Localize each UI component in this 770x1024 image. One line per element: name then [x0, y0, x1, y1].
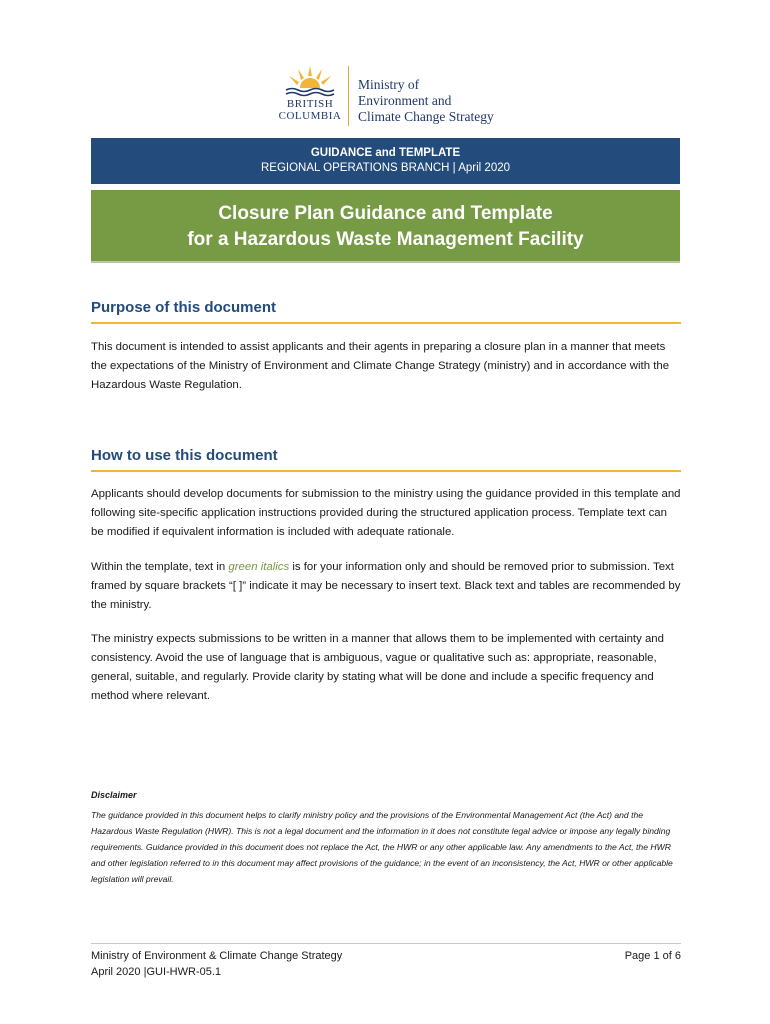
how-to-use-paragraph-2: [91, 558, 681, 615]
logo-text-british: BRITISH: [286, 98, 334, 110]
disclaimer-title: Disclaimer: [91, 790, 137, 800]
disclaimer-text: The guidance provided in this document helps to clarify ministry policy and the provisions of the Environmental Management Act (the Act) and the Hazardous Waste Regulation (HWR). This is not a legal document and the information in it does not constitute legal advice or impose any legally binding requirements. Guidance provided in this document does not replace the Act, the HWR or any other applicable law. Any amendments to the Act, the HWR and other legislation referred to in this document may affect provisions of the guidance; in the event of an inconsistency, the Act, HWR or other applicable legislation will prevail.: [91, 810, 673, 884]
branch-date-label: REGIONAL OPERATIONS BRANCH | April 2020: [260, 162, 511, 174]
paragraph-2-text-start: Within the template, text in: [91, 561, 229, 573]
footer-divider: [91, 943, 681, 944]
ministry-name: [358, 77, 494, 125]
logo-text-columbia: COLUMBIA: [278, 110, 342, 122]
ministry-logo: [276, 60, 516, 126]
document-type-label: GUIDANCE and TEMPLATE: [310, 147, 461, 159]
purpose-heading: Purpose of this document: [91, 299, 681, 324]
ministry-name-line-3: Climate Change Strategy: [358, 109, 494, 124]
how-to-use-paragraph-1: Applicants should develop documents for submission to the ministry using the guidance provided in this template and following site-specific application instructions provided during the structured application process. Template text can be modified if equivalent information is included with adequate rationale.: [91, 488, 681, 538]
paragraph-2-text-end: is for your information only and should be removed prior to submission. Text framed by square brackets “[ ]” indicate it may be necessary to insert text. Black text and tables are recommended by the ministry.: [91, 561, 681, 611]
title-banner: [91, 190, 680, 263]
purpose-paragraph: This document is intended to assist applicants and their agents in preparing a closure plan in a manner that meets the expectations of the Ministry of Environment and Climate Change Strategy (ministry) and in accordance with the Hazardous Waste Regulation.: [91, 341, 670, 391]
logo-divider: [348, 66, 349, 126]
how-to-use-heading: How to use this document: [91, 447, 681, 472]
how-to-use-paragraph-3: The ministry expects submissions to be written in a manner that allows them to be implemented with certainty and consistency. Avoid the use of language that is ambiguous, vague or qualitative such as: appropriate, reasonable, general, suitable, and regularly. Provide clarity by stating what will be done and include a specific frequency and method where relevant.: [91, 633, 664, 702]
footer-organization: Ministry of Environment & Climate Change Strategy: [91, 950, 343, 962]
bc-sun-logo-icon: [276, 60, 344, 126]
green-italics-example: green italics: [228, 561, 290, 573]
footer-left: [91, 948, 342, 980]
document-title-line-1: Closure Plan Guidance and Template: [218, 203, 553, 224]
footer-document-id: April 2020 |GUI-HWR-05.1: [91, 966, 222, 978]
document-title-line-2: for a Hazardous Waste Management Facility: [187, 229, 584, 250]
page-number: Page 1 of 6: [624, 950, 681, 962]
ministry-name-line-1: Ministry of: [358, 77, 420, 92]
ministry-name-line-2: Environment and: [358, 93, 452, 108]
document-type-banner: [91, 138, 680, 184]
